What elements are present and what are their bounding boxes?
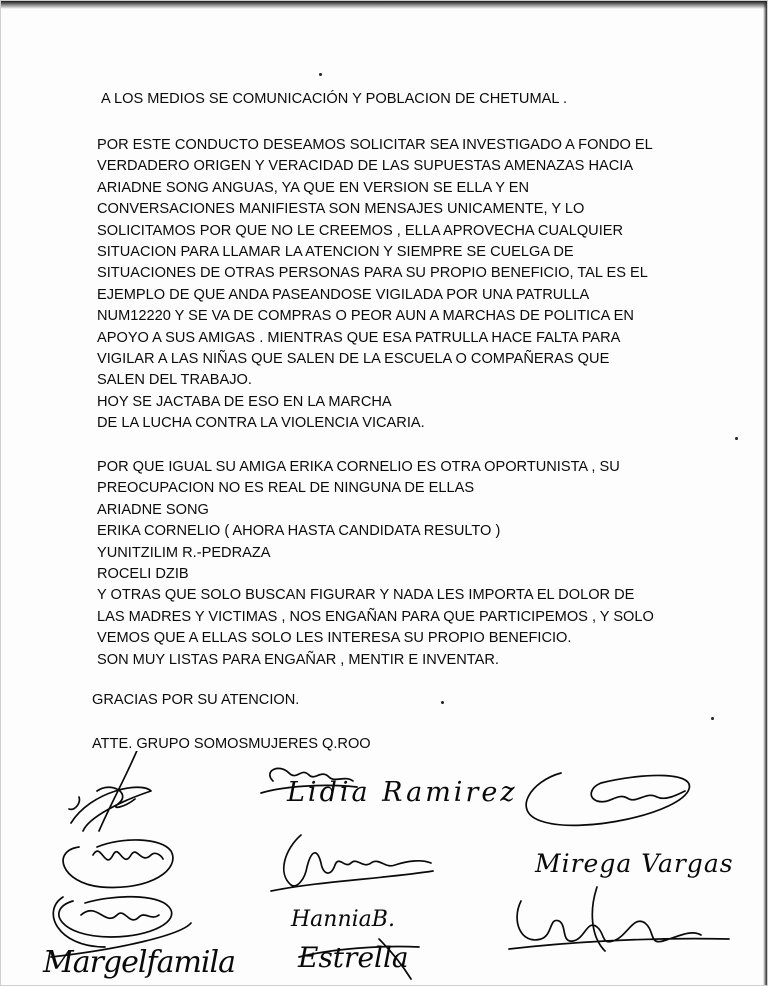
- signature-scribble: [59, 897, 172, 937]
- text-line: ERIKA CORNELIO ( AHORA HASTA CANDIDATA RESULTO ): [97, 523, 501, 540]
- text-line: SON MUY LISTAS PARA ENGAÑAR , MENTIR E INVENTAR.: [97, 651, 499, 668]
- signature-hannia: HanniaB.: [291, 907, 395, 932]
- text-line: EJEMPLO DE QUE ANDA PASEANDOSE VIGILADA POR UNA PATRULLA: [97, 286, 590, 303]
- text-line: VEMOS QUE A ELLAS SOLO LES INTERESA SU PROPIO BENEFICIO.: [97, 630, 572, 647]
- closing-line: GRACIAS POR SU ATENCION.: [92, 692, 300, 708]
- text-line: POR ESTE CONDUCTO DESEAMOS SOLICITAR SEA INVESTIGADO A FONDO EL: [97, 137, 653, 153]
- text-line: PREOCUPACION NO ES REAL DE NINGUNA DE ELLAS: [97, 480, 475, 497]
- signature-mirega: Mirega Vargas: [535, 849, 734, 878]
- text-line: SITUACION PARA LLAMAR LA ATENCION Y SIEMPRE SE CUELGA DE: [97, 244, 574, 261]
- text-line: SOLICITAMOS POR QUE NO LE CREEMOS , ELLA APROVECHA CUALQUIER: [97, 222, 624, 239]
- text-line: DE LA LUCHA CONTRA LA VIOLENCIA VICARIA.: [97, 415, 425, 432]
- signature-estrella: Estrella: [298, 941, 409, 974]
- signature-scribble: [63, 840, 173, 888]
- signature-scribble: [509, 887, 729, 951]
- text-line: SALEN DEL TRABAJO.: [97, 372, 252, 389]
- paragraph-names: [97, 457, 654, 671]
- scan-speck: [441, 701, 444, 704]
- text-line: HOY SE JACTABA DE ESO EN LA MARCHA: [97, 393, 392, 410]
- signature-mar: Margelfamila: [43, 945, 236, 980]
- signature-scribble: [526, 773, 689, 825]
- text-line: ARIADNE SONG ANGUAS, YA QUE EN VERSION SE ELLA Y EN: [97, 179, 530, 196]
- signature-scribble: [271, 835, 433, 891]
- text-line: LAS MADRES Y VICTIMAS , NOS ENGAÑAN PARA QUE PARTICIPEMOS , Y SOLO: [97, 608, 654, 625]
- text-line: VERDADERO ORIGEN Y VERACIDAD DE LAS SUPUESTAS AMENAZAS HACIA: [97, 158, 634, 175]
- signature-scribble: [69, 751, 151, 831]
- text-line: YUNITZILIM R.-PEDRAZA: [97, 544, 271, 561]
- signoff-line: ATTE. GRUPO SOMOSMUJERES Q.ROO: [92, 736, 371, 752]
- paragraph-request: [97, 135, 653, 435]
- text-line: Y OTRAS QUE SOLO BUSCAN FIGURAR Y NADA LES IMPORTA EL DOLOR DE: [97, 587, 635, 604]
- scan-speck: [319, 73, 322, 76]
- text-line: ROCELI DZIB: [97, 566, 189, 583]
- text-line: APOYO A SUS AMIGAS . MIENTRAS QUE ESA PATRULLA HACE FALTA PARA: [97, 329, 621, 346]
- scan-shadow-top: [1, 1, 767, 9]
- signature-lidia: Lidia Ramirez: [287, 777, 518, 808]
- letter-heading: A LOS MEDIOS SE COMUNICACIÓN Y POBLACION DE CHETUMAL .: [101, 91, 568, 107]
- text-line: POR QUE IGUAL SU AMIGA ERIKA CORNELIO ES OTRA OPORTUNISTA , SU: [97, 459, 620, 475]
- scan-speck: [735, 437, 738, 440]
- text-line: NUM12220 Y SE VA DE COMPRAS O PEOR AUN A MARCHAS DE POLITICA EN: [97, 308, 634, 325]
- text-line: CONVERSACIONES MANIFIESTA SON MENSAJES UNICAMENTE, Y LO: [97, 201, 585, 218]
- text-line: VIGILAR A LAS NIÑAS QUE SALEN DE LA ESCUELA O COMPAÑERAS QUE: [97, 351, 610, 368]
- text-line: ARIADNE SONG: [97, 501, 209, 518]
- text-line: SITUACIONES DE OTRAS PERSONAS PARA SU PROPIO BENEFICIO, TAL ES EL: [97, 265, 648, 282]
- scan-speck: [711, 717, 714, 720]
